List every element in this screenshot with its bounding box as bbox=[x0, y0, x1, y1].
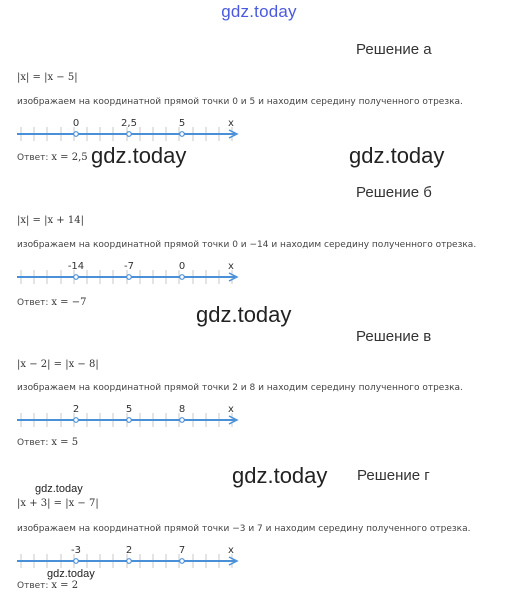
section-b-heading: Решение б bbox=[356, 184, 432, 201]
site-logo[interactable]: gdz.today bbox=[221, 2, 297, 21]
answer-label: Ответ: bbox=[17, 298, 49, 308]
tick-label-right: 0 bbox=[178, 261, 186, 272]
section-d-description: изображаем на координатной прямой точки −3 и 7 и находим середину полученного отрезка. bbox=[17, 524, 471, 534]
tick-label-right: 8 bbox=[178, 404, 186, 415]
tick-label-left: -3 bbox=[71, 545, 81, 556]
point-left bbox=[74, 275, 79, 280]
point-mid bbox=[127, 559, 132, 564]
answer-label: Ответ: bbox=[17, 438, 49, 448]
point-mid bbox=[127, 275, 132, 280]
number-line-c bbox=[17, 402, 247, 428]
tick-label-right: 7 bbox=[178, 545, 186, 556]
tick-label-left: 0 bbox=[72, 118, 80, 129]
point-right bbox=[180, 132, 185, 137]
tick-label-left: -14 bbox=[67, 261, 85, 272]
watermark: gdz.today bbox=[349, 143, 445, 168]
point-right bbox=[180, 275, 185, 280]
point-left bbox=[74, 132, 79, 137]
tick-label-right: 5 bbox=[178, 118, 186, 129]
section-c-description: изображаем на координатной прямой точки 2 и 8 и находим середину полученного отрезка. bbox=[17, 383, 463, 393]
section-d-answer bbox=[17, 580, 78, 591]
axis-label: x bbox=[228, 404, 234, 415]
tick-label-mid: 2,5 bbox=[121, 118, 137, 129]
number-line-a bbox=[17, 116, 247, 142]
point-left bbox=[74, 559, 79, 564]
tick-label-mid: 2 bbox=[125, 545, 133, 556]
section-c-equation: |x − 2| = |x − 8| bbox=[17, 359, 99, 370]
section-a-description: изображаем на координатной прямой точки 0 и 5 и находим середину полученного отрезка. bbox=[17, 97, 463, 107]
section-d-equation: |x + 3| = |x − 7| bbox=[17, 498, 99, 509]
section-d-heading: Решение г bbox=[357, 467, 430, 484]
section-a-answer bbox=[17, 152, 88, 163]
axis-label: x bbox=[228, 545, 234, 556]
watermark: gdz.today bbox=[196, 302, 292, 327]
point-left bbox=[74, 418, 79, 423]
section-b-description: изображаем на координатной прямой точки 0 и −14 и находим середину полученного отрезка. bbox=[17, 240, 477, 250]
axis-label: x bbox=[228, 261, 234, 272]
watermark: gdz.today bbox=[35, 483, 83, 495]
section-c-heading: Решение в bbox=[356, 328, 432, 345]
answer-label: Ответ: bbox=[17, 581, 49, 591]
axis-label: x bbox=[228, 118, 234, 129]
section-a-equation: |x| = |x − 5| bbox=[17, 72, 78, 83]
watermark: gdz.today bbox=[232, 463, 328, 488]
section-a-heading: Решение а bbox=[356, 41, 432, 58]
answer-value: x = −7 bbox=[51, 297, 87, 308]
number-line-d bbox=[17, 543, 247, 569]
answer-value: x = 5 bbox=[51, 437, 79, 448]
watermark: gdz.today bbox=[47, 568, 95, 580]
section-c-answer bbox=[17, 437, 78, 448]
point-right bbox=[180, 418, 185, 423]
point-mid bbox=[127, 418, 132, 423]
answer-value: x = 2 bbox=[51, 580, 79, 591]
tick-label-mid: -7 bbox=[124, 261, 134, 272]
answer-value: x = 2,5 bbox=[51, 152, 88, 163]
tick-label-mid: 5 bbox=[125, 404, 133, 415]
tick-label-left: 2 bbox=[72, 404, 80, 415]
section-b-answer bbox=[17, 297, 86, 308]
number-line-b bbox=[17, 259, 247, 285]
point-right bbox=[180, 559, 185, 564]
watermark: gdz.today bbox=[91, 143, 187, 168]
point-mid bbox=[127, 132, 132, 137]
section-b-equation: |x| = |x + 14| bbox=[17, 215, 84, 226]
answer-label: Ответ: bbox=[17, 153, 49, 163]
